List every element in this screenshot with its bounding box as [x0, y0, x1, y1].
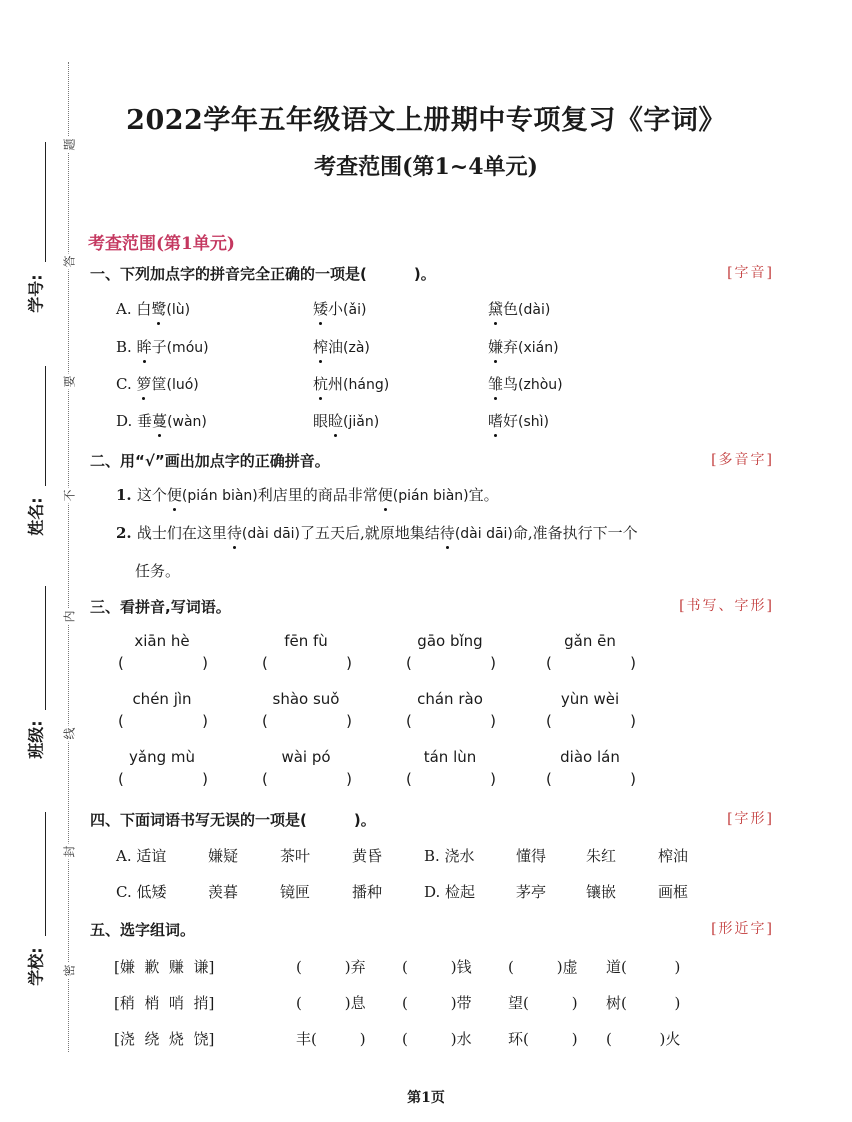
paren-close: )	[630, 712, 636, 730]
q4-word: D. 检起	[424, 883, 476, 901]
word-blank[interactable]: ( )带	[402, 994, 472, 1012]
q4-word: 嫌疑	[208, 847, 239, 865]
pinyin: (jiǎn)	[343, 414, 380, 430]
page-number: 第1页	[407, 1090, 445, 1106]
q4-word: 茶叶	[280, 847, 311, 865]
q1-option-item	[313, 410, 379, 431]
pinyin-prompt: gāo bǐng	[417, 632, 483, 650]
word-blank[interactable]: 丰( )	[296, 1030, 366, 1048]
paren-open: (	[118, 712, 124, 730]
paren-open: (	[262, 770, 268, 788]
paren-open: (	[546, 654, 552, 672]
paren-open: (	[118, 654, 124, 672]
sentence-text: 宜。	[468, 486, 499, 504]
pinyin: (zà)	[343, 340, 370, 356]
dotted-char: 杭	[313, 375, 329, 393]
q5-tag: [形近字]	[711, 921, 774, 937]
pinyin-choice[interactable]: (pián biàn)	[392, 488, 469, 504]
word-blank[interactable]: 环( )	[508, 1030, 578, 1048]
pinyin-choice[interactable]: (dài dāi)	[454, 526, 513, 542]
word-char: 弃	[503, 338, 519, 356]
word-char: 色	[503, 300, 519, 318]
q1-option-item	[116, 336, 209, 357]
dotted-char: 便	[166, 486, 182, 504]
dotted-char: 便	[377, 486, 393, 504]
word-char: 筐	[151, 375, 167, 393]
page-subtitle: 考查范围(第1~4单元)	[314, 154, 538, 180]
pinyin-prompt: wài pó	[281, 748, 331, 766]
q4-word: 榨油	[658, 847, 689, 865]
student-id-label: 学号:	[26, 274, 46, 313]
word-char: 鸟	[503, 375, 519, 393]
q1-option-item	[488, 373, 563, 394]
word-char: 好	[503, 412, 519, 430]
answer-blank[interactable]	[118, 654, 208, 672]
dotted-char: 黛	[488, 300, 504, 318]
dotted-char: 眸	[136, 338, 152, 356]
pinyin-choice[interactable]: (dài dāi)	[241, 526, 301, 542]
pinyin: (háng)	[343, 377, 390, 393]
q2-prompt: 二、用“√”画出加点字的正确拼音。	[90, 452, 330, 470]
item-number: 2.	[116, 524, 137, 542]
page-title: 2022学年五年级语文上册期中专项复习《字词》	[126, 105, 726, 136]
paren-close: )	[490, 654, 496, 672]
word-blank[interactable]: ( )水	[402, 1030, 472, 1048]
q4-word: 羡暮	[208, 883, 239, 901]
q1-option-item	[488, 410, 549, 431]
seal-char: 线	[62, 727, 77, 740]
q1-option-item	[116, 410, 207, 431]
word-blank[interactable]: ( )火	[606, 1030, 681, 1048]
q4-word: 懂得	[516, 847, 547, 865]
dotted-char: 待	[439, 524, 455, 542]
q1-option-item	[488, 336, 559, 357]
dotted-char: 蔓	[152, 412, 168, 430]
dotted-char: 箩	[136, 375, 152, 393]
seal-char: 题	[62, 138, 77, 151]
binding-dotted-line	[68, 62, 69, 1052]
q4-tag: [字形]	[727, 811, 774, 827]
paren-close: )	[490, 770, 496, 788]
q4-word: 镶嵌	[586, 883, 617, 901]
word-blank[interactable]: ( )虚	[508, 958, 578, 976]
pinyin-prompt: shào suǒ	[272, 690, 340, 708]
pinyin-prompt: chán rào	[417, 690, 483, 708]
word-blank[interactable]: 望( )	[508, 994, 578, 1012]
unit-heading: 考查范围(第1单元)	[88, 234, 235, 254]
answer-blank[interactable]	[118, 770, 208, 788]
word-char: 白	[136, 300, 152, 318]
word-blank[interactable]: ( )弃	[296, 958, 366, 976]
q1-option-item	[116, 373, 199, 394]
q1-option-item	[313, 373, 389, 394]
answer-blank[interactable]	[546, 712, 636, 730]
pinyin-choice[interactable]: (pián biàn)	[181, 488, 258, 504]
dotted-char: 鹭	[151, 300, 167, 318]
q2-item	[116, 522, 638, 543]
paren-close: )	[202, 712, 208, 730]
pinyin-prompt: gǎn ēn	[564, 632, 616, 650]
word-blank[interactable]: 道( )	[606, 958, 681, 976]
seal-char: 答	[62, 255, 77, 268]
answer-blank[interactable]	[262, 770, 352, 788]
q1-tag: [字音]	[727, 265, 774, 281]
q1-option-item	[116, 298, 190, 319]
pinyin-prompt: diào lán	[560, 748, 620, 766]
answer-blank[interactable]	[262, 712, 352, 730]
pinyin: (dài)	[518, 302, 551, 318]
paren-open: (	[406, 654, 412, 672]
pinyin-prompt: yùn wèi	[560, 690, 620, 708]
word-blank[interactable]: 树( )	[606, 994, 681, 1012]
seal-char: 密	[62, 964, 77, 977]
dotted-char: 睑	[328, 412, 344, 430]
dotted-char: 嗜	[488, 412, 504, 430]
word-blank[interactable]: ( )息	[296, 994, 366, 1012]
answer-blank[interactable]	[406, 712, 496, 730]
dotted-char: 嫌	[488, 338, 504, 356]
q4-word: 黄昏	[352, 847, 383, 865]
q4-word: 画框	[658, 883, 689, 901]
word-char: 子	[151, 338, 167, 356]
char-group: [浇 绕 烧 饶]	[114, 1030, 215, 1048]
paren-open: (	[406, 712, 412, 730]
pinyin: (zhòu)	[518, 377, 563, 393]
pinyin-prompt: yǎng mù	[129, 748, 195, 766]
sentence-text: 利店里的商品非常	[257, 486, 378, 504]
paren-close: )	[490, 712, 496, 730]
q2-tag: [多音字]	[711, 452, 774, 468]
paren-close: )	[630, 654, 636, 672]
word-char: 眼	[313, 412, 329, 430]
pinyin: (shì)	[518, 414, 550, 430]
q4-word: C. 低矮	[116, 883, 167, 901]
q4-word: 茅亭	[516, 883, 547, 901]
sentence-text: 命,准备执行下一个	[512, 524, 638, 542]
sentence-text: 了五天后,就原地集结	[300, 524, 440, 542]
sentence-text: 这个	[136, 486, 167, 504]
q4-word: 播种	[352, 883, 383, 901]
word-char: 垂	[137, 412, 153, 430]
q4-word: 朱红	[586, 847, 617, 865]
option-letter: D.	[116, 412, 138, 430]
paren-open: (	[118, 770, 124, 788]
word-char: 油	[328, 338, 344, 356]
sentence-text: 战士们在这里	[136, 524, 227, 542]
dotted-char: 待	[226, 524, 242, 542]
pinyin: (luó)	[166, 377, 199, 393]
class-label: 班级:	[26, 720, 46, 759]
seal-char: 内	[62, 610, 77, 623]
paren-open: (	[406, 770, 412, 788]
item-number: 1.	[116, 486, 137, 504]
answer-blank[interactable]	[406, 654, 496, 672]
dotted-char: 矮	[313, 300, 329, 318]
pinyin: (wàn)	[167, 414, 207, 430]
name-blank-line[interactable]	[45, 366, 46, 486]
q1-option-item	[313, 336, 370, 357]
option-letter: B.	[116, 338, 137, 356]
char-group: [稍 梢 哨 捎]	[114, 994, 215, 1012]
school-blank-line[interactable]	[45, 812, 46, 936]
answer-blank[interactable]	[546, 770, 636, 788]
pinyin: (móu)	[166, 340, 209, 356]
q4-prompt: 四、下面词语书写无误的一项是( )。	[90, 811, 376, 829]
seal-char: 不	[62, 489, 77, 502]
pinyin: (ǎi)	[343, 302, 367, 318]
word-blank[interactable]: ( )钱	[402, 958, 472, 976]
pinyin-prompt: fēn fù	[284, 632, 328, 650]
pinyin-prompt: tán lùn	[423, 748, 477, 766]
word-char: 州	[328, 375, 344, 393]
paren-close: )	[346, 770, 352, 788]
pinyin: (lù)	[166, 302, 191, 318]
pinyin: (xián)	[518, 340, 559, 356]
q1-prompt: 一、下列加点字的拼音完全正确的一项是( )。	[90, 265, 436, 283]
paren-open: (	[262, 712, 268, 730]
seal-char: 封	[62, 845, 77, 858]
q5-prompt: 五、选字组词。	[90, 921, 196, 939]
pinyin-prompt: xiān hè	[134, 632, 190, 650]
paren-close: )	[630, 770, 636, 788]
paren-close: )	[346, 654, 352, 672]
seal-char: 要	[62, 375, 77, 388]
option-letter: C.	[116, 375, 137, 393]
dotted-char: 雏	[488, 375, 504, 393]
dotted-char: 榨	[313, 338, 329, 356]
answer-blank[interactable]	[118, 712, 208, 730]
paren-open: (	[546, 770, 552, 788]
q3-prompt: 三、看拼音,写词语。	[90, 598, 231, 616]
char-group: [嫌 歉 赚 谦]	[114, 958, 215, 976]
answer-blank[interactable]	[262, 654, 352, 672]
q1-option-item	[488, 298, 550, 319]
q3-tag: [书写、字形]	[679, 598, 774, 614]
paren-close: )	[202, 770, 208, 788]
paren-open: (	[546, 712, 552, 730]
q4-word: 镜匣	[280, 883, 311, 901]
class-blank-line[interactable]	[45, 586, 46, 710]
q2-item	[116, 484, 499, 505]
q2-item-continuation: 任务。	[135, 562, 181, 580]
option-letter: A.	[116, 300, 137, 318]
q1-option-item	[313, 298, 366, 319]
answer-blank[interactable]	[546, 654, 636, 672]
word-char: 小	[328, 300, 344, 318]
paren-close: )	[346, 712, 352, 730]
paren-close: )	[202, 654, 208, 672]
answer-blank[interactable]	[406, 770, 496, 788]
q4-word: A. 适谊	[116, 847, 167, 865]
paren-open: (	[262, 654, 268, 672]
pinyin-prompt: chén jìn	[132, 690, 192, 708]
school-label: 学校:	[26, 947, 46, 986]
q4-word: B. 浇水	[424, 847, 475, 865]
name-label: 姓名:	[26, 497, 46, 536]
